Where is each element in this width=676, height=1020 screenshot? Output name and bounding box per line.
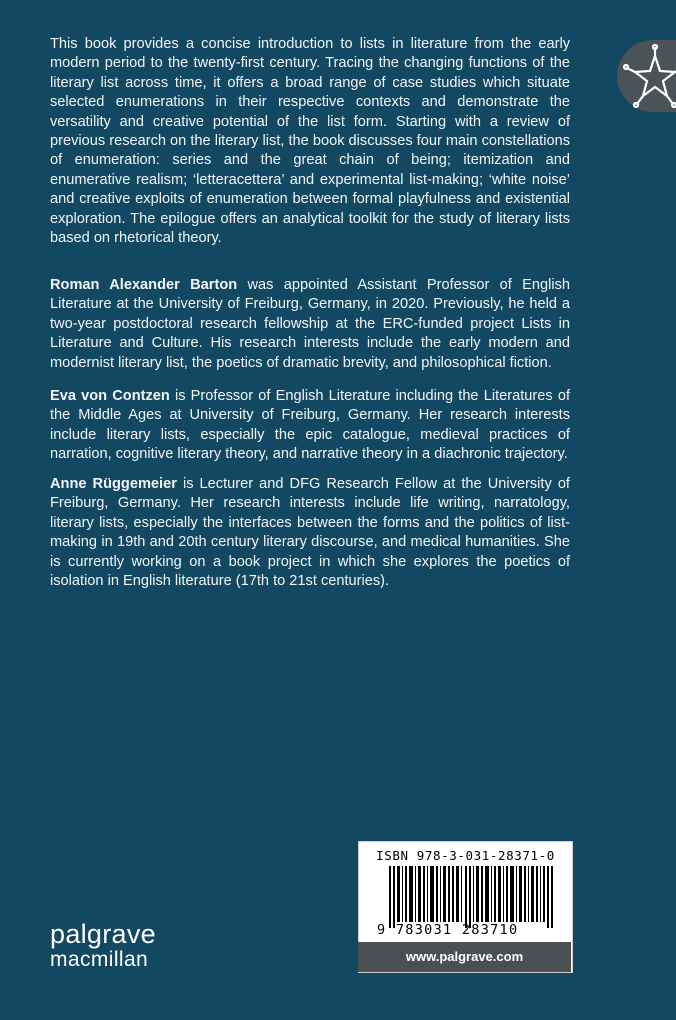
website-bar <box>358 942 571 972</box>
logo-badge <box>617 40 676 112</box>
book-description <box>50 35 570 248</box>
author-bio-text: was appointed Assistant Professor of English Literature at the University of Freiburg, Germany, in 2020. Previously, he held a two-year postdoctoral research fellowship at the ERC-funded project Lists in Literature and Culture. His research interests include the early modern and modernist literary list, the poetics of dramatic brevity, and philosophical fiction. <box>50 277 571 371</box>
author-bio-text: is Lecturer and DFG Research Fellow at the University of Freiburg, Germany. Her research interests include life writing, narratology, literary lists, especially the interfaces between the forms and the politics of list-making in 19th and 20th century literary discourse, and medical humanities. She is currently working on a book project in which she explores the poetics of isolation in English literature (17th to 21st centuries). <box>50 476 570 590</box>
palgrave-circuit-star-icon <box>623 44 676 108</box>
barcode-icon <box>389 866 559 928</box>
author-bio-ruggemeier <box>50 475 570 591</box>
description-text: This book provides a concise introduction to lists in literature from the early modern period to the twenty-first century. Tracing the changing functions of the literary list across time, it offers a broad range of case studies which situate selected enumerations in their respective contexts and demonstrate the versatility and creative potential of the list form. Starting with a review of previous research on the literary list, the book discusses four main constellations of enumeration: series and the great chain of being; itemization and enumerative realism; ‘letteracettera’ and experimental list-making; ‘white noise’ and creative exploits of enumeration between formal playfulness and existential exploration. The epilogue offers an analytical toolkit for the study of literary lists based on rhetorical theory. <box>50 36 570 247</box>
publisher-name-line1: palgrave <box>50 919 156 949</box>
author-name: Anne Rüggemeier <box>50 476 177 492</box>
author-name: Roman Alexander Barton <box>50 277 238 293</box>
author-bio-contzen <box>50 387 570 465</box>
barcode-digits: 9 783031 283710 <box>377 922 519 938</box>
author-bio-text: is Professor of English Literature including the Literatures of the Middle Ages at University of Freiburg, Germany. Her research interests include literary lists, especially the epic catalogue, medieval practices of narration, cognitive literary theory, and narrative theory in a diachronic trajectory. <box>50 388 571 463</box>
publisher-name-line2: macmillan <box>50 948 149 971</box>
publisher-logo <box>50 920 156 972</box>
website-url[interactable]: www.palgrave.com <box>405 949 524 964</box>
isbn-label: ISBN 978-3-031-28371-0 <box>376 848 555 863</box>
author-name: Eva von Contzen <box>50 388 170 404</box>
author-bio-barton <box>50 276 570 373</box>
